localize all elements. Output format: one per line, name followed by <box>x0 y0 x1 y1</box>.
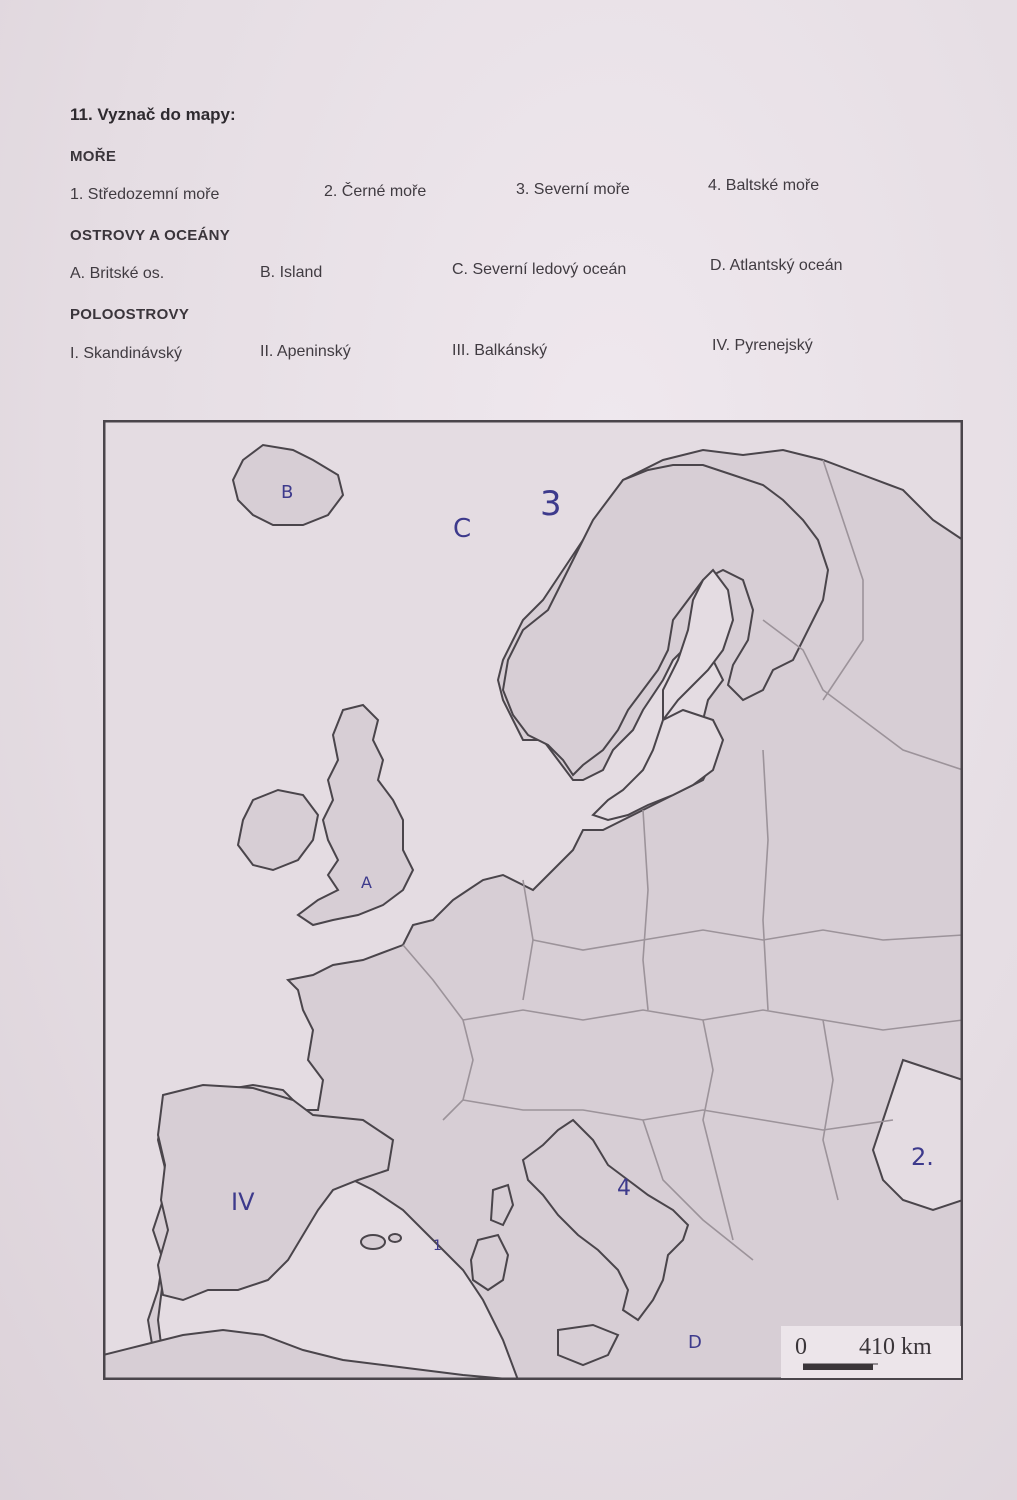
handwritten-label-b: B <box>281 482 294 503</box>
peninsulas-heading: POLOOSTROVY <box>70 306 190 323</box>
ocean-item-c: C. Severní ledový oceán <box>452 261 627 278</box>
sea-item-2: 2. Černé moře <box>324 183 427 200</box>
handwritten-label-d: D <box>688 1332 702 1353</box>
sea-item-3: 3. Severní moře <box>516 181 630 198</box>
handwritten-label-iv: IV <box>231 1188 255 1216</box>
island-item-a: A. Britské os. <box>70 265 165 282</box>
scale-bar <box>781 1326 961 1378</box>
handwritten-label-4: 4 <box>617 1176 631 1201</box>
map-svg <box>103 420 963 1380</box>
balearic-island-minor <box>389 1234 401 1242</box>
peninsula-item-4: IV. Pyrenejský <box>712 337 813 354</box>
handwritten-label-2: 2. <box>911 1143 934 1171</box>
seas-heading: MOŘE <box>70 148 117 165</box>
peninsula-item-2: II. Apeninský <box>260 343 351 360</box>
peninsula-item-3: III. Balkánský <box>452 342 548 359</box>
sea-item-4: 4. Baltské moře <box>708 177 820 194</box>
scale-zero: 0 <box>795 1334 807 1360</box>
handwritten-label-1: 1 <box>433 1238 442 1254</box>
scale-segment-dark <box>803 1364 873 1370</box>
sea-item-1: 1. Středozemní moře <box>70 186 220 203</box>
scale-label: 410 km <box>859 1334 932 1360</box>
handwritten-label-3: 3 <box>540 484 562 524</box>
handwritten-label-c: C <box>453 514 472 544</box>
europe-outline-map <box>103 420 963 1380</box>
balearic-island-major <box>361 1235 385 1249</box>
handwritten-label-a: A <box>361 873 372 892</box>
islands-oceans-heading: OSTROVY A OCEÁNY <box>70 227 231 244</box>
ocean-item-d: D. Atlantský oceán <box>710 257 843 274</box>
peninsula-item-1: I. Skandinávský <box>70 345 183 362</box>
island-item-b: B. Island <box>260 264 323 281</box>
task-title: 11. Vyznač do mapy: <box>70 105 236 124</box>
